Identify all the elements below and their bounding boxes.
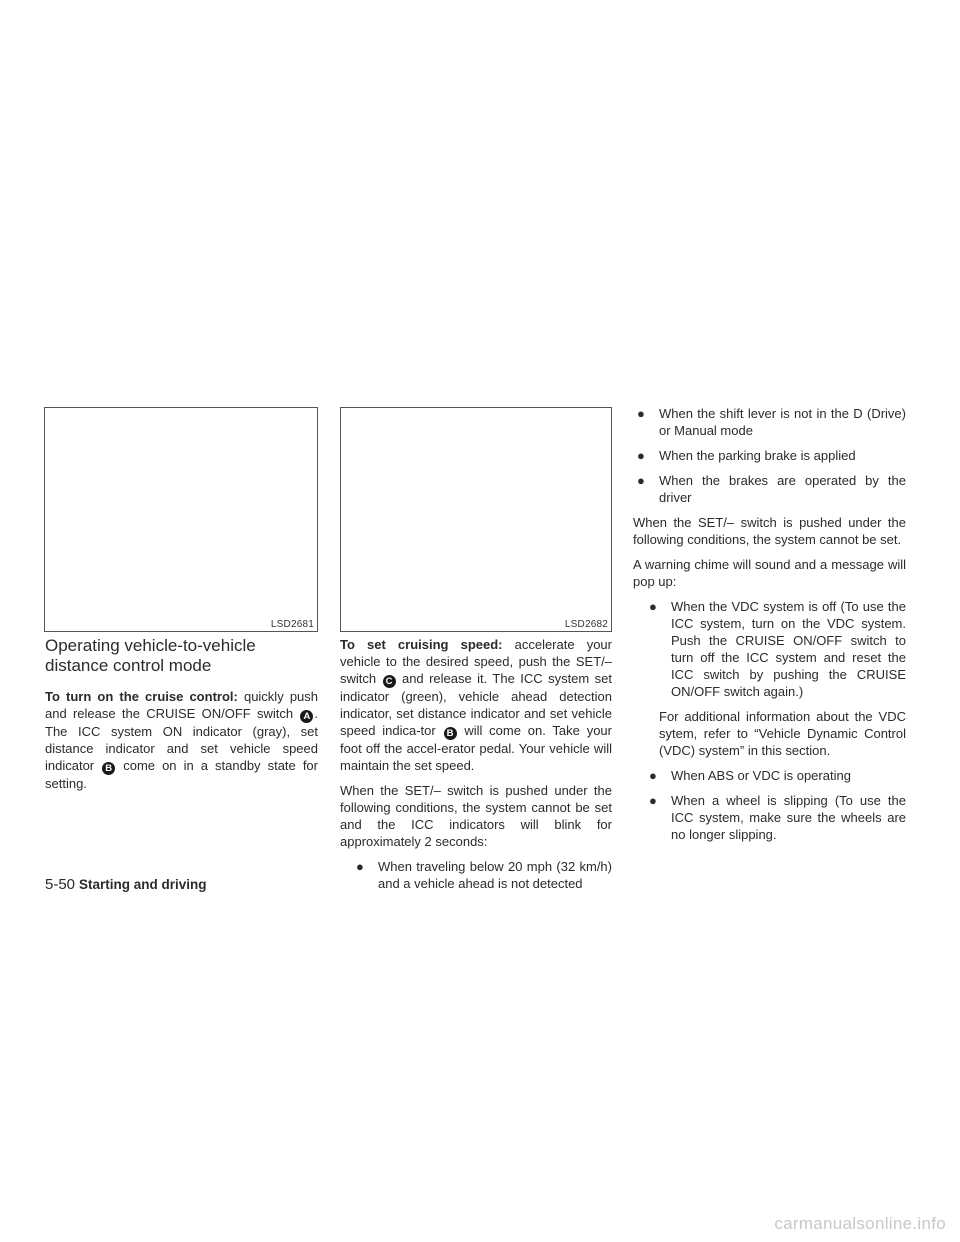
section-title: Operating vehicle-to-vehicle distance control mode (45, 636, 256, 675)
figure-lsd2681 (44, 407, 318, 632)
text-run: accelerate your vehicle to the desired speed, push the SET/– switch (340, 637, 612, 686)
text-run: will come on. Take your foot off the accel-erator pedal. Your vehicle will maintain the set speed. (340, 723, 612, 773)
paragraph-conditions: When the SET/– switch is pushed under the following conditions, the system cannot be set and the ICC indicators will blink for approximately 2 seconds: (340, 783, 612, 849)
list-item (645, 598, 906, 700)
bullet-icon: ● (649, 599, 657, 614)
bullet-icon: ● (649, 793, 657, 808)
text-run: quickly push and release the CRUISE ON/OFF switch (45, 689, 319, 721)
bullet-icon: ● (637, 473, 645, 488)
list-item (633, 472, 906, 506)
list-item-text: When the VDC system is off (To use the ICC system, turn on the VDC system. Push the CRUISE ON/OFF switch to turn off the ICC system and reset the ICC switch by pushing the CRUISE ON/OFF switch again.) (671, 599, 906, 699)
marker-b-icon: B (102, 762, 115, 775)
right-column (633, 405, 906, 851)
figure-id: LSD2682 (564, 619, 608, 630)
watermark: carmanualsonline.info (774, 1214, 946, 1233)
list-item-text: When ABS or VDC is operating (671, 768, 851, 783)
page-number: 5-50 (45, 876, 76, 893)
list-item (633, 405, 906, 439)
figure-id: LSD2681 (270, 619, 314, 630)
paragraph-set-speed (340, 636, 612, 774)
lead-text: To turn on the cruise control: (45, 689, 238, 704)
paragraph-cannot-set: When the SET/– switch is pushed under the following conditions, the system cannot be set. (633, 515, 906, 547)
list-item-text: When the parking brake is applied (659, 448, 856, 463)
lead-text: To set cruising speed: (340, 637, 503, 652)
list-item (352, 858, 612, 892)
marker-b-icon: B (444, 727, 457, 740)
bullet-icon: ● (649, 768, 657, 783)
list-item (633, 447, 906, 464)
bullet-icon: ● (356, 859, 364, 874)
bullet-icon: ● (637, 406, 645, 421)
figure-lsd2682 (340, 407, 612, 632)
list-item (645, 767, 906, 784)
vdc-note: For additional information about the VDC sytem, refer to “Vehicle Dynamic Control (VDC) system” in this section. (659, 709, 906, 758)
list-item-text: When traveling below 20 mph (32 km/h) and a vehicle ahead is not detected (378, 859, 612, 891)
list-item (645, 792, 906, 843)
middle-column (340, 636, 612, 900)
list-item-text: When the shift lever is not in the D (Drive) or Manual mode (659, 406, 906, 438)
text-run: come on in a standby state for setting. (45, 758, 318, 791)
page-footer (45, 876, 207, 893)
text-run: . The ICC system ON indicator (gray), set distance indicator and set vehicle speed indicator (45, 706, 318, 773)
list-item-text: When the brakes are operated by the driver (659, 473, 906, 505)
text-run: and release it. The ICC system set indicator (green), vehicle ahead detection indicator, set distance indicator and set vehicle speed indica-tor (340, 671, 612, 738)
bullet-icon: ● (637, 448, 645, 463)
list-item-text: When a wheel is slipping (To use the ICC system, make sure the wheels are no longer slipping. (671, 793, 906, 842)
left-column (45, 636, 318, 800)
marker-c-icon: C (383, 675, 396, 688)
paragraph-turn-on (45, 688, 318, 792)
marker-a-icon: A (300, 710, 313, 723)
footer-section-title: Starting and driving (79, 877, 207, 892)
paragraph-warning: A warning chime will sound and a message will pop up: (633, 557, 906, 589)
